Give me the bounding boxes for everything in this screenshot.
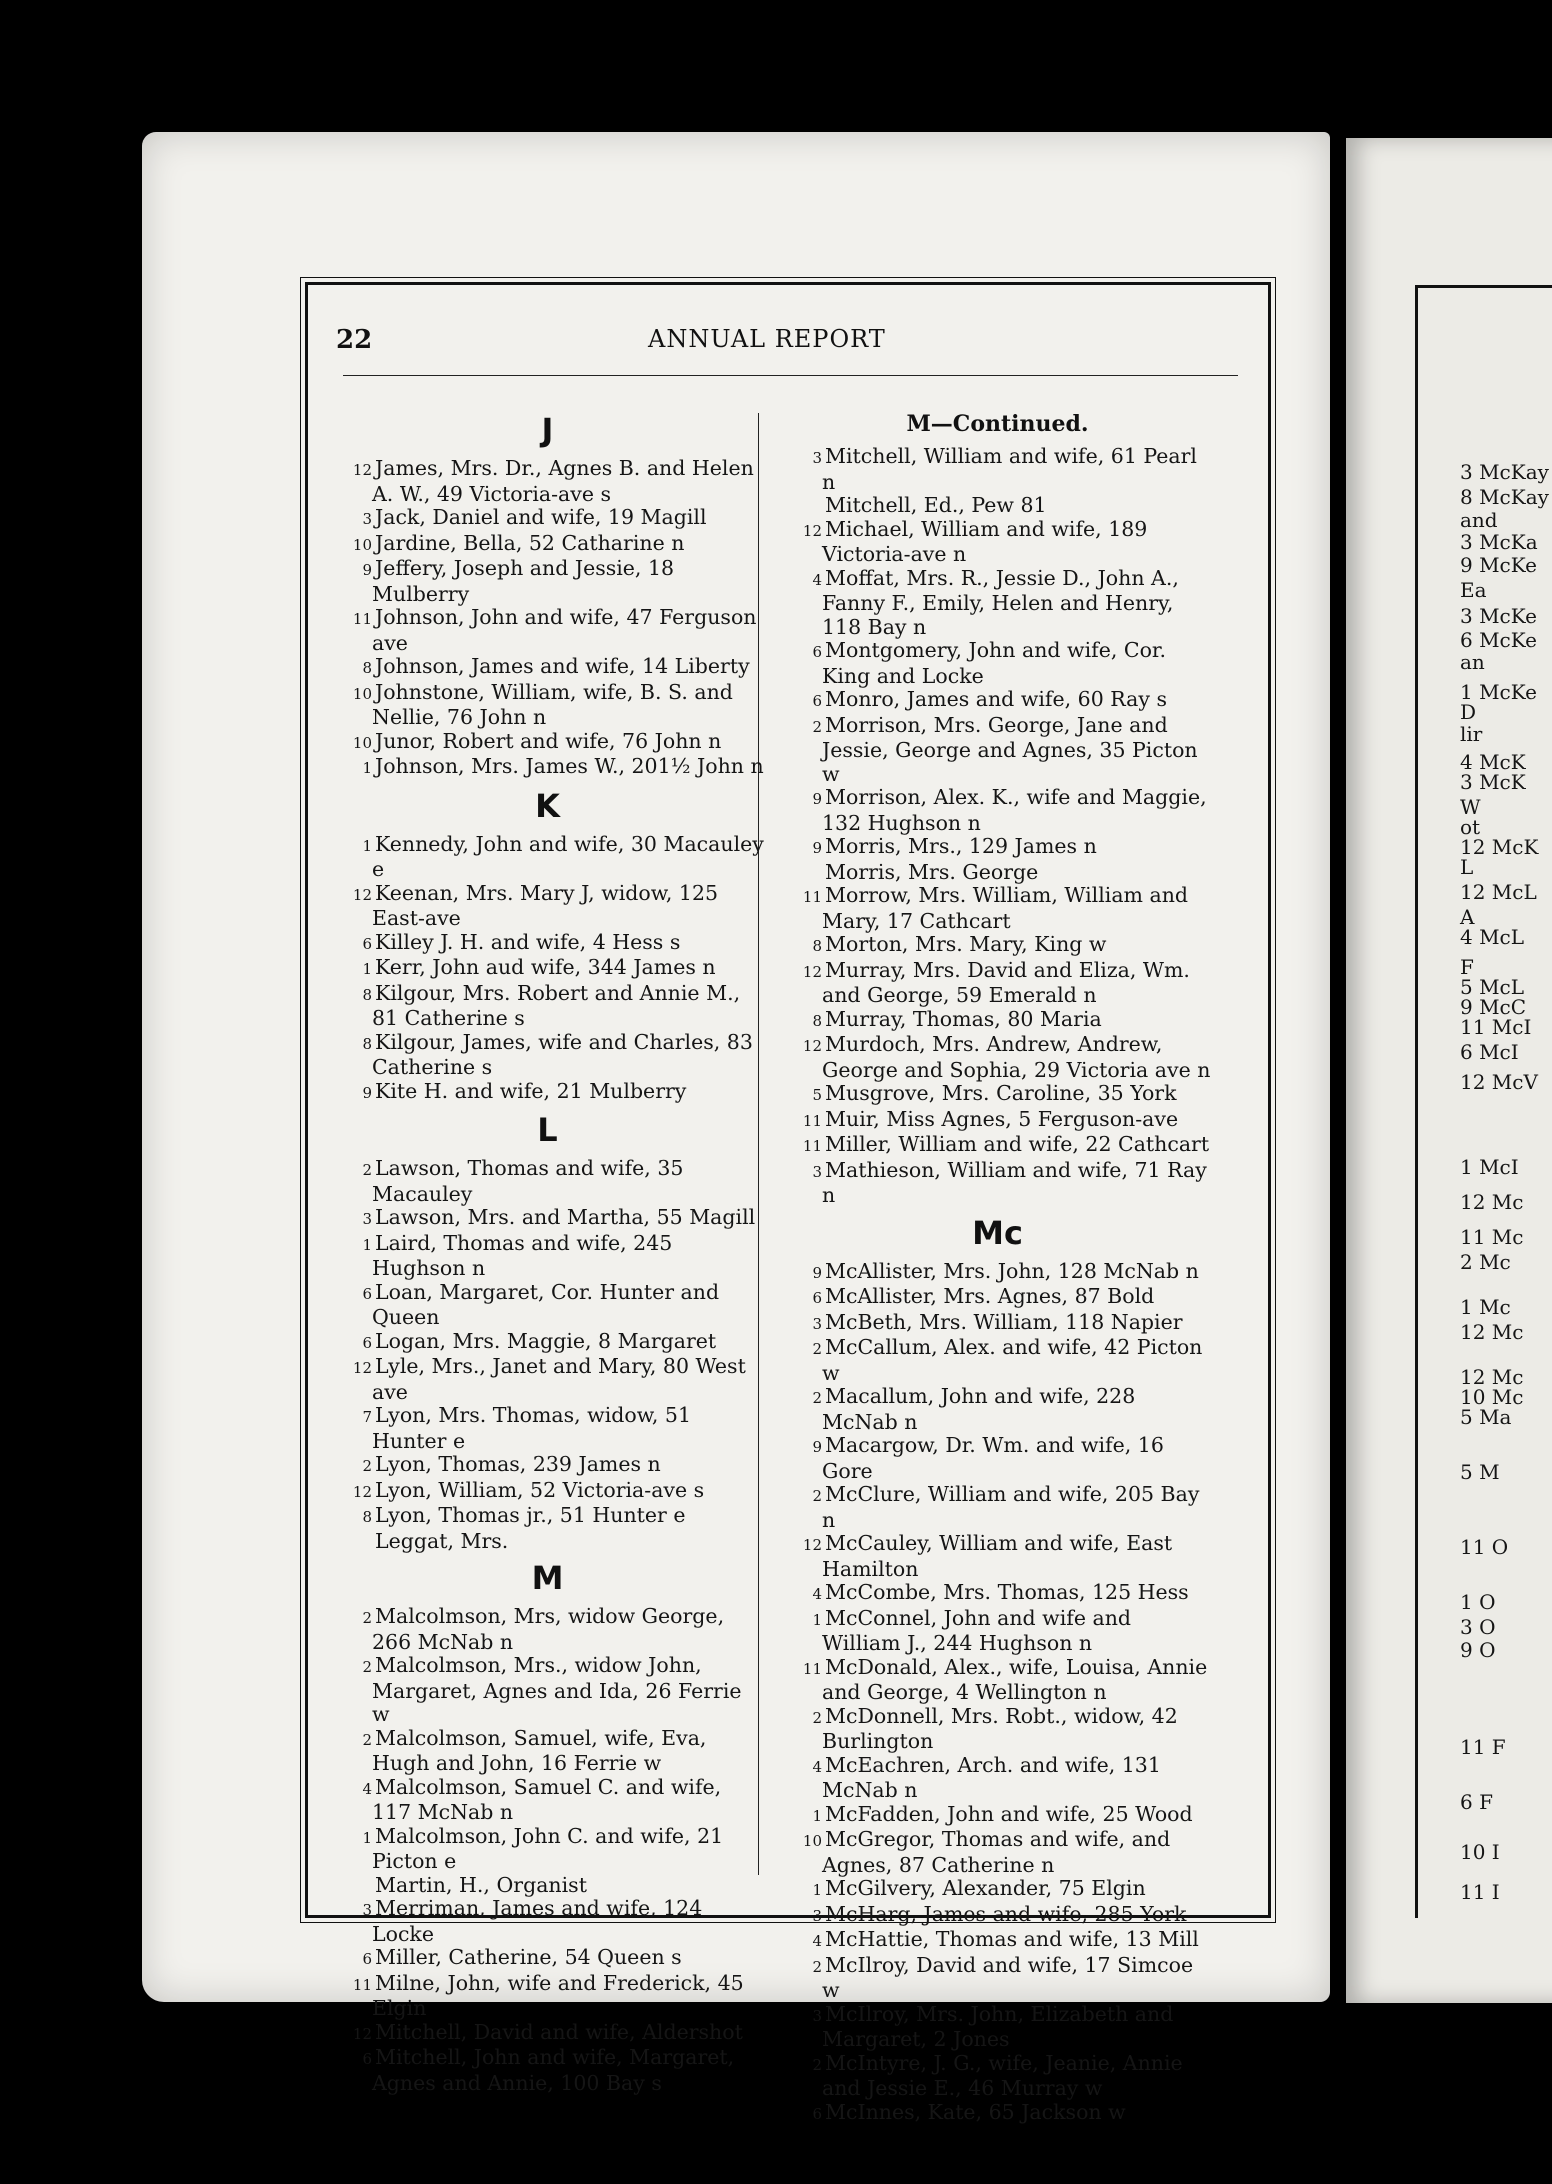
adjacent-fragment: 6 F <box>1460 1790 1493 1814</box>
adjacent-fragment: 6 McI <box>1460 1040 1519 1064</box>
entry-number: 11 <box>802 1111 822 1130</box>
entry-number: 2 <box>812 1340 822 1358</box>
adjacent-fragment: 11 Mc <box>1460 1225 1524 1249</box>
entry-text: Murray, Thomas, 80 Maria <box>825 1006 1102 1031</box>
entry-text: Morrison, Alex. K., wife and Maggie, 132 Hughson n <box>822 785 1207 835</box>
entry-number: 2 <box>362 1161 372 1179</box>
entry-number: 1 <box>812 1610 822 1629</box>
entry-text: Lyle, Mrs., Janet and Mary, 80 West ave <box>372 1354 746 1404</box>
entry-number: 12 <box>352 1359 372 1377</box>
entry-number: 6 <box>812 1289 822 1307</box>
entry-number: 12 <box>802 1037 822 1055</box>
directory-entry <box>330 655 765 681</box>
entry-number: 2 <box>812 2055 822 2074</box>
entry-number: 12 <box>352 461 372 479</box>
section-heading: Mc <box>972 1213 1023 1252</box>
adjacent-fragment: 9 McC <box>1460 995 1527 1019</box>
directory-entry <box>780 959 1215 1008</box>
directory-entry <box>330 1776 765 1825</box>
entry-number: 7 <box>362 1408 372 1426</box>
directory-entry <box>780 1705 1215 1754</box>
entry-number: 6 <box>812 2104 822 2123</box>
entry-text: McInnes, Kate, 65 Jackson w <box>825 2099 1126 2124</box>
entry-text: Johnstone, William, wife, B. S. and Nellie, 76 John n <box>372 679 733 729</box>
entry-number: 1 <box>812 1881 822 1899</box>
entry-text: Kite H. and wife, 21 Mulberry <box>375 1078 687 1103</box>
directory-entry <box>780 1133 1215 1159</box>
adjacent-fragment: 12 Mc <box>1460 1190 1524 1214</box>
entry-text: Mathieson, William and wife, 71 Ray n <box>822 1157 1207 1207</box>
entry-number: 2 <box>812 717 822 736</box>
entry-text: Mitchell, John and wife, Margaret, Agnes and Annie, 100 Bay s <box>372 2045 735 2095</box>
entry-text: Martin, H., Organist <box>375 1872 587 1897</box>
entry-text: McClure, William and wife, 205 Bay n <box>822 1482 1200 1532</box>
entry-text: Morton, Mrs. Mary, King w <box>825 932 1107 956</box>
entry-number: 10 <box>802 1832 822 1850</box>
adjacent-fragment: D <box>1460 700 1477 724</box>
directory-entry <box>780 1285 1215 1311</box>
entry-text: Miller, William and wife, 22 Cathcart <box>825 1132 1210 1156</box>
directory-entry <box>330 1727 765 1776</box>
entry-text: Macargow, Dr. Wm. and wife, 16 Gore <box>822 1433 1164 1483</box>
entry-text: Lyon, Mrs. Thomas, widow, 51 Hunter e <box>372 1403 691 1453</box>
directory-entry <box>330 506 765 532</box>
directory-entry <box>330 730 765 756</box>
directory-entry <box>330 2021 765 2047</box>
entry-number: 9 <box>812 1438 822 1456</box>
entry-text: Loan, Margaret, Cor. Hunter and Queen <box>372 1279 720 1329</box>
adjacent-fragment: 3 McKay <box>1460 460 1549 484</box>
directory-entry <box>780 1033 1215 1082</box>
entry-text: Malcolmson, Mrs., widow John, Margaret, Agnes and Ida, 26 Ferrie w <box>372 1653 742 1726</box>
entry-number: 4 <box>362 1779 372 1798</box>
entry-text: Laird, Thomas and wife, 245 Hughson n <box>372 1230 673 1280</box>
entry-number: 11 <box>802 1659 822 1678</box>
entry-text: McDonald, Alex., wife, Louisa, Annie and George, 4 Wellington n <box>822 1654 1208 1704</box>
adjacent-fragment: 10 Mc <box>1460 1385 1524 1409</box>
entry-number: 5 <box>812 1086 822 1104</box>
section-heading: M—Continued. <box>906 411 1089 437</box>
entry-number: 8 <box>362 1508 372 1526</box>
entry-text: McIntyre, J. G., wife, Jeanie, Annie and Jessie E., 46 Murray w <box>822 2050 1183 2100</box>
directory-entry <box>330 882 765 931</box>
directory-entry <box>330 755 765 781</box>
entry-text: Lyon, William, 52 Victoria-ave s <box>375 1477 705 1502</box>
adjacent-fragment: 8 McKay <box>1460 485 1549 509</box>
entry-number: 8 <box>812 1011 822 1030</box>
entry-number: 2 <box>362 1609 372 1627</box>
entry-text: Johnson, Mrs. James W., 201½ John n <box>375 754 764 778</box>
entry-text: Malcolmson, Samuel, wife, Eva, Hugh and John, 16 Ferrie w <box>372 1725 707 1775</box>
entry-number: 2 <box>362 1730 372 1749</box>
directory-entry <box>780 1159 1215 1208</box>
entry-number: 2 <box>812 1957 822 1976</box>
page-number: 22 <box>336 325 373 355</box>
directory-entry <box>330 2046 765 2095</box>
entry-text: Lyon, Thomas jr., 51 Hunter e <box>375 1503 686 1527</box>
entry-number: 6 <box>812 692 822 710</box>
entry-text: Malcolmson, John C. and wife, 21 Picton e <box>372 1823 724 1873</box>
section-heading: M <box>531 1559 564 1597</box>
directory-entry <box>780 1260 1215 1286</box>
entry-text: Miller, Catherine, 54 Queen s <box>375 1945 682 1969</box>
adjacent-fragment: 1 Mc <box>1460 1295 1511 1319</box>
entry-text: Murdoch, Mrs. Andrew, Andrew, George and Sophia, 29 Victoria ave n <box>822 1032 1211 1082</box>
adjacent-fragment: 6 McKe <box>1460 628 1538 652</box>
directory-entry <box>780 1581 1215 1607</box>
entry-text: Keenan, Mrs. Mary J, widow, 125 East-ave <box>372 880 719 930</box>
directory-entry <box>330 1404 765 1453</box>
entry-text: Morris, Mrs. George <box>825 859 1039 884</box>
adjacent-fragment: 10 I <box>1460 1840 1500 1864</box>
directory-entry <box>780 861 1215 885</box>
section-heading: K <box>535 786 560 825</box>
adjacent-fragment: 12 McL <box>1460 880 1537 904</box>
entry-text: McConnel, John and wife and William J., 244 Hughson n <box>822 1605 1132 1655</box>
directory-entry <box>330 1281 765 1330</box>
right-column <box>780 405 1215 2126</box>
adjacent-fragment: 11 I <box>1460 1880 1500 1904</box>
adjacent-fragment: 12 Mc <box>1460 1365 1524 1389</box>
entry-number: 12 <box>352 2024 372 2043</box>
entry-number: 8 <box>362 985 372 1004</box>
entry-text: McCauley, William and wife, East Hamilton <box>822 1531 1173 1581</box>
adjacent-fragment: F <box>1460 955 1474 979</box>
entry-text: James, Mrs. Dr., Agnes B. and Helen A. W., 49 Victoria-ave s <box>372 456 754 506</box>
adjacent-fragment: 5 M <box>1460 1460 1500 1484</box>
entry-number: 3 <box>812 2006 822 2025</box>
entry-text: Macallum, John and wife, 228 McNab n <box>822 1384 1136 1434</box>
entry-number: 11 <box>352 610 372 628</box>
directory-entry <box>330 1232 765 1281</box>
directory-entry <box>330 1330 765 1356</box>
adjacent-fragment: 11 McI <box>1460 1015 1532 1039</box>
entry-number: 8 <box>362 659 372 677</box>
directory-entry <box>330 1157 765 1206</box>
directory-entry <box>330 1080 765 1106</box>
entry-text: McAllister, Mrs. Agnes, 87 Bold <box>825 1284 1155 1308</box>
entry-text: Michael, William and wife, 189 Victoria-ave n <box>822 516 1148 566</box>
entry-text: Jack, Daniel and wife, 19 Magill <box>375 505 707 529</box>
page-frame <box>305 282 1271 2124</box>
directory-entry <box>330 1479 765 1505</box>
entry-number: 8 <box>812 937 822 955</box>
directory-entry <box>780 835 1215 861</box>
entry-text: McIlroy, David and wife, 17 Simcoe w <box>822 1952 1194 2002</box>
entry-number: 9 <box>362 561 372 579</box>
entry-number: 1 <box>362 836 372 855</box>
directory-entry <box>780 1385 1215 1434</box>
entry-text: Lyon, Thomas, 239 James n <box>375 1452 661 1476</box>
entry-number: 9 <box>362 1083 372 1102</box>
entry-number: 3 <box>362 1210 372 1228</box>
directory-entry <box>780 933 1215 959</box>
entry-number: 6 <box>362 1284 372 1303</box>
entry-text: Kennedy, John and wife, 30 Macauley e <box>372 831 764 881</box>
directory-entry <box>780 1336 1215 1385</box>
adjacent-fragment: 1 McI <box>1460 1155 1519 1179</box>
entry-number: 11 <box>802 888 822 906</box>
adjacent-fragment: 12 McK <box>1460 835 1539 859</box>
adjacent-fragment: 1 O <box>1460 1590 1496 1614</box>
entry-text: McCallum, Alex. and wife, 42 Picton w <box>822 1335 1203 1385</box>
directory-entry <box>780 2052 1215 2101</box>
entry-number: 2 <box>812 1487 822 1505</box>
directory-entry <box>330 1972 765 2021</box>
adjacent-fragment: 9 McKe <box>1460 553 1538 577</box>
directory-entry <box>780 2101 1215 2127</box>
directory-entry <box>780 884 1215 933</box>
entry-text: Monro, James and wife, 60 Ray s <box>825 687 1168 711</box>
directory-entry <box>330 1031 765 1080</box>
directory-entry <box>780 1803 1215 1829</box>
entry-text: Lawson, Thomas and wife, 35 Macauley <box>372 1156 684 1206</box>
entry-number: 6 <box>362 2050 372 2068</box>
entry-number: 8 <box>362 1034 372 1053</box>
directory-entry <box>330 1206 765 1232</box>
directory-entry <box>780 1108 1215 1134</box>
directory-entry <box>330 457 765 506</box>
directory-entry <box>330 557 765 606</box>
adjacent-fragment: an <box>1460 650 1485 674</box>
entry-text: Killey J. H. and wife, 4 Hess s <box>375 929 681 954</box>
entry-text: Mitchell, David and wife, Aldershot <box>375 2019 743 2044</box>
entry-number: 12 <box>802 1536 822 1554</box>
directory-entry <box>780 445 1215 494</box>
entry-text: McHarg, James and wife, 285 York <box>825 1901 1187 1926</box>
section-heading: J <box>541 411 554 449</box>
left-column <box>330 405 765 2095</box>
entry-text: Morris, Mrs., 129 James n <box>825 834 1097 858</box>
entry-text: Malcolmson, Mrs, widow George, 266 McNab n <box>372 1604 725 1654</box>
adjacent-fragment: 9 O <box>1460 1638 1496 1662</box>
directory-entry <box>780 1607 1215 1656</box>
entry-text: Murray, Mrs. David and Eliza, Wm. and George, 59 Emerald n <box>822 957 1190 1007</box>
entry-number: 3 <box>812 1906 822 1925</box>
directory-entry <box>780 1311 1215 1337</box>
directory-entry <box>330 1897 765 1946</box>
adjacent-fragment: 5 McL <box>1460 975 1525 999</box>
directory-entry <box>330 1825 765 1874</box>
entry-text: Mitchell, William and wife, 61 Pearl n <box>822 444 1197 494</box>
entry-text: McIlroy, Mrs. John, Elizabeth and Margaret, 2 Jones <box>822 2001 1174 2051</box>
entry-text: McGilvery, Alexander, 75 Elgin <box>825 1876 1146 1900</box>
entry-number: 1 <box>362 759 372 777</box>
directory-entry <box>330 982 765 1031</box>
directory-entry <box>780 1532 1215 1581</box>
directory-entry <box>780 1656 1215 1705</box>
section-heading: L <box>537 1111 558 1149</box>
entry-number: 9 <box>812 1263 822 1282</box>
directory-entry <box>330 1530 765 1554</box>
adjacent-fragment: and <box>1460 508 1498 532</box>
running-title: ANNUAL REPORT <box>648 325 886 353</box>
adjacent-fragment: 2 Mc <box>1460 1250 1511 1274</box>
directory-entry <box>780 1828 1215 1877</box>
directory-entry <box>780 1483 1215 1532</box>
directory-entry <box>780 1954 1215 2003</box>
directory-entry <box>780 1434 1215 1483</box>
entry-number: 3 <box>362 1901 372 1919</box>
directory-entry <box>330 1453 765 1479</box>
directory-entry <box>330 1946 765 1972</box>
directory-entry <box>330 833 765 882</box>
adjacent-fragment: L <box>1460 855 1474 879</box>
entry-text: Malcolmson, Samuel C. and wife, 117 McNab n <box>372 1774 722 1824</box>
directory-entry <box>780 1928 1215 1954</box>
entry-text: Musgrove, Mrs. Caroline, 35 York <box>825 1081 1177 1105</box>
adjacent-fragment: 11 O <box>1460 1535 1509 1559</box>
entry-number: 12 <box>352 885 372 904</box>
directory-entry <box>330 1605 765 1654</box>
entry-number: 2 <box>362 1658 372 1676</box>
adjacent-fragment: A <box>1460 905 1475 929</box>
directory-entry <box>780 1754 1215 1803</box>
entry-number: 4 <box>812 1585 822 1603</box>
directory-entry <box>780 1877 1215 1903</box>
entry-text: Milne, John, wife and Frederick, 45 Elgin <box>372 1970 744 2020</box>
entry-text: Montgomery, John and wife, Cor. King and Locke <box>822 638 1166 688</box>
entry-text: McHattie, Thomas and wife, 13 Mill <box>825 1927 1199 1951</box>
entry-number: 12 <box>352 1482 372 1501</box>
directory-entry <box>780 518 1215 567</box>
adjacent-fragment: 1 McKe <box>1460 680 1538 704</box>
entry-text: Muir, Miss Agnes, 5 Ferguson-ave <box>825 1106 1179 1131</box>
directory-entry <box>780 639 1215 688</box>
directory-entry <box>780 1082 1215 1108</box>
entry-number: 10 <box>352 684 372 703</box>
entry-number: 3 <box>812 1162 822 1181</box>
entry-number: 3 <box>812 1314 822 1333</box>
entry-text: McGregor, Thomas and wife, and Agnes, 87 Catherine n <box>822 1827 1171 1877</box>
directory-entry <box>330 956 765 982</box>
entry-text: Jardine, Bella, 52 Catharine n <box>375 530 685 555</box>
entry-text: Kilgour, James, wife and Charles, 83 Catherine s <box>372 1029 753 1079</box>
entry-text: Junor, Robert and wife, 76 John n <box>375 728 722 753</box>
entry-number: 6 <box>362 934 372 953</box>
entry-number: 6 <box>362 1333 372 1352</box>
entry-text: Johnson, James and wife, 14 Liberty <box>375 654 750 678</box>
entry-number: 1 <box>362 960 372 978</box>
directory-entry <box>780 567 1215 640</box>
directory-entry <box>780 786 1215 835</box>
adjacent-fragment: 3 O <box>1460 1615 1496 1639</box>
entry-text: Morrison, Mrs. George, Jane and Jessie, George and Agnes, 35 Picton w <box>822 712 1198 786</box>
adjacent-fragment: 12 Mc <box>1460 1320 1524 1344</box>
directory-entry <box>330 1874 765 1898</box>
directory-entry <box>780 714 1215 787</box>
directory-entry <box>780 2003 1215 2052</box>
entry-number: 10 <box>352 535 372 554</box>
adjacent-fragment: 11 F <box>1460 1735 1506 1759</box>
adjacent-fragment: lir <box>1460 722 1483 746</box>
directory-entry <box>330 1504 765 1530</box>
adjacent-fragment: Ea <box>1460 578 1487 602</box>
directory-entry <box>330 1355 765 1404</box>
entry-text: McFadden, John and wife, 25 Wood <box>825 1801 1193 1826</box>
entry-text: Leggat, Mrs. <box>375 1528 509 1553</box>
adjacent-fragment: 5 Ma <box>1460 1405 1512 1429</box>
entry-text: Morrow, Mrs. William, William and Mary, 17 Cathcart <box>822 883 1189 933</box>
entry-text: McAllister, Mrs. John, 128 McNab n <box>825 1258 1199 1283</box>
entry-number: 11 <box>352 1975 372 1994</box>
entry-number: 2 <box>362 1457 372 1475</box>
adjacent-fragment: 3 McKe <box>1460 604 1538 628</box>
adjacent-fragment: W <box>1460 795 1481 819</box>
entry-number: 9 <box>812 790 822 808</box>
entry-number: 12 <box>802 521 822 540</box>
entry-number: 1 <box>812 1806 822 1825</box>
entry-number: 6 <box>362 1950 372 1968</box>
directory-entry <box>330 532 765 558</box>
directory-entry <box>330 1654 765 1727</box>
directory-entry <box>330 606 765 655</box>
entry-text: Logan, Mrs. Maggie, 8 Margaret <box>375 1328 717 1353</box>
directory-entry <box>780 1903 1215 1929</box>
entry-number: 2 <box>812 1389 822 1407</box>
entry-text: Lawson, Mrs. and Martha, 55 Magill <box>375 1205 756 1229</box>
entry-text: Kilgour, Mrs. Robert and Annie M., 81 Catherine s <box>372 980 741 1030</box>
entry-number: 3 <box>362 510 372 528</box>
adjacent-fragment: 4 McK <box>1460 750 1526 774</box>
directory-entry <box>330 931 765 957</box>
entry-number: 1 <box>362 1235 372 1254</box>
adjacent-fragment: 3 McKa <box>1460 530 1538 554</box>
entry-text: Merriman, James and wife, 124 Locke <box>372 1896 703 1946</box>
directory-entry <box>780 1008 1215 1034</box>
entry-text: McCombe, Mrs. Thomas, 125 Hess <box>825 1580 1189 1604</box>
adjacent-fragment: 12 McV <box>1460 1070 1538 1094</box>
entry-number: 4 <box>812 570 822 589</box>
entry-text: Jeffery, Joseph and Jessie, 18 Mulberry <box>372 556 675 606</box>
entry-number: 4 <box>812 1757 822 1776</box>
entry-text: Mitchell, Ed., Pew 81 <box>825 493 1047 517</box>
entry-number: 4 <box>812 1932 822 1950</box>
entry-number: 6 <box>812 643 822 661</box>
directory-entry <box>780 688 1215 714</box>
entry-number: 2 <box>812 1708 822 1727</box>
entry-number: 3 <box>812 449 822 467</box>
entry-number: 10 <box>352 733 372 752</box>
entry-text: McBeth, Mrs. William, 118 Napier <box>825 1309 1183 1334</box>
entry-text: McEachren, Arch. and wife, 131 McNab n <box>822 1752 1161 1802</box>
entry-number: 11 <box>802 1137 822 1155</box>
adjacent-fragment: ot <box>1460 815 1481 839</box>
adjacent-fragment: 4 McL <box>1460 925 1525 949</box>
entry-text: Moffat, Mrs. R., Jessie D., John A., Fanny F., Emily, Helen and Henry, 118 Bay n <box>822 565 1179 639</box>
entry-text: Kerr, John aud wife, 344 James n <box>375 955 716 979</box>
header-rule <box>343 375 1238 376</box>
entry-number: 12 <box>802 962 822 981</box>
entry-text: Johnson, John and wife, 47 Ferguson ave <box>372 605 757 655</box>
entry-number: 9 <box>812 839 822 857</box>
adjacent-fragment: 3 McK <box>1460 770 1526 794</box>
entry-number: 1 <box>362 1828 372 1847</box>
entry-text: McDonnell, Mrs. Robt., widow, 42 Burlington <box>822 1703 1178 1753</box>
directory-entry <box>330 681 765 730</box>
directory-entry <box>780 494 1215 518</box>
